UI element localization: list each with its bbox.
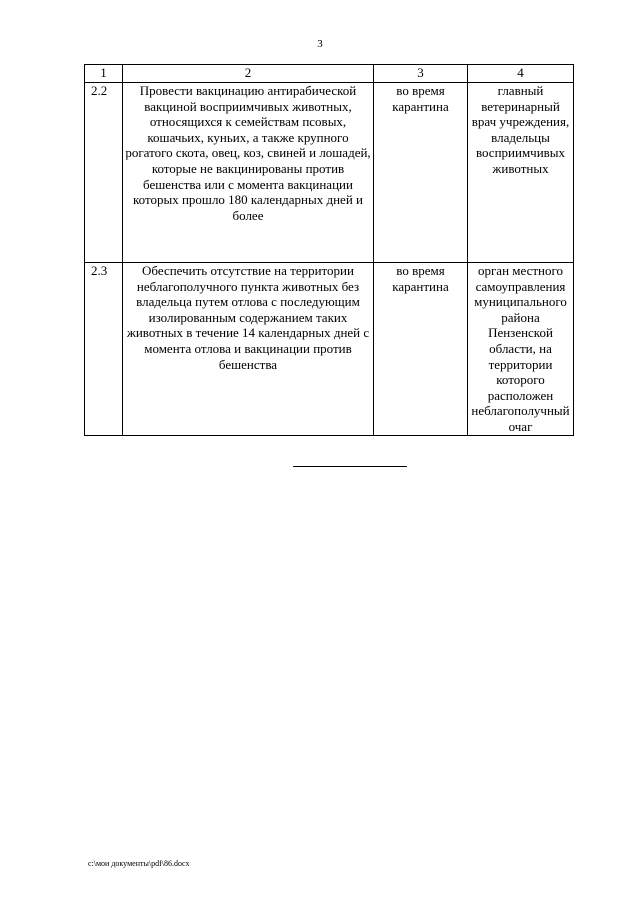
header-col-1: 1: [85, 65, 123, 83]
measures-table: [84, 64, 574, 436]
separator-line: [293, 466, 407, 467]
row-action: Обеспечить отсутствие на территории неблагополучного пункта животных без владельца путем отлова с последующим изолированным содержанием таких животных в течение 14 календарных дней с момента отлова и вакцинации против бешенства: [123, 263, 374, 436]
row-responsible: орган местного самоуправления муниципального района Пензенской области, на территории которого расположен неблагополучный очаг: [468, 263, 574, 436]
row-action: Провести вакцинацию антирабической вакциной восприимчивых животных, относящихся к семействам псовых, кошачьих, куньих, а также крупного рогатого скота, овец, коз, свиней и лошадей, которые не вакцинированы против бешенства или с момента вакцинации которых прошло 180 календарных дней и более: [123, 83, 374, 263]
row-responsible: главный ветеринарный врач учреждения, владельцы восприимчивых животных: [468, 83, 574, 263]
page-number: 3: [317, 38, 323, 50]
table-row: [85, 83, 574, 263]
table-row: [85, 263, 574, 436]
row-period: во время карантина: [374, 83, 468, 263]
header-col-4: 4: [468, 65, 574, 83]
row-number: 2.2: [85, 83, 123, 263]
footer-file-path: c:\мои документы\pdf\86.docx: [88, 859, 190, 868]
row-period: во время карантина: [374, 263, 468, 436]
header-col-3: 3: [374, 65, 468, 83]
header-col-2: 2: [123, 65, 374, 83]
row-number: 2.3: [85, 263, 123, 436]
table-header-row: [85, 65, 574, 83]
